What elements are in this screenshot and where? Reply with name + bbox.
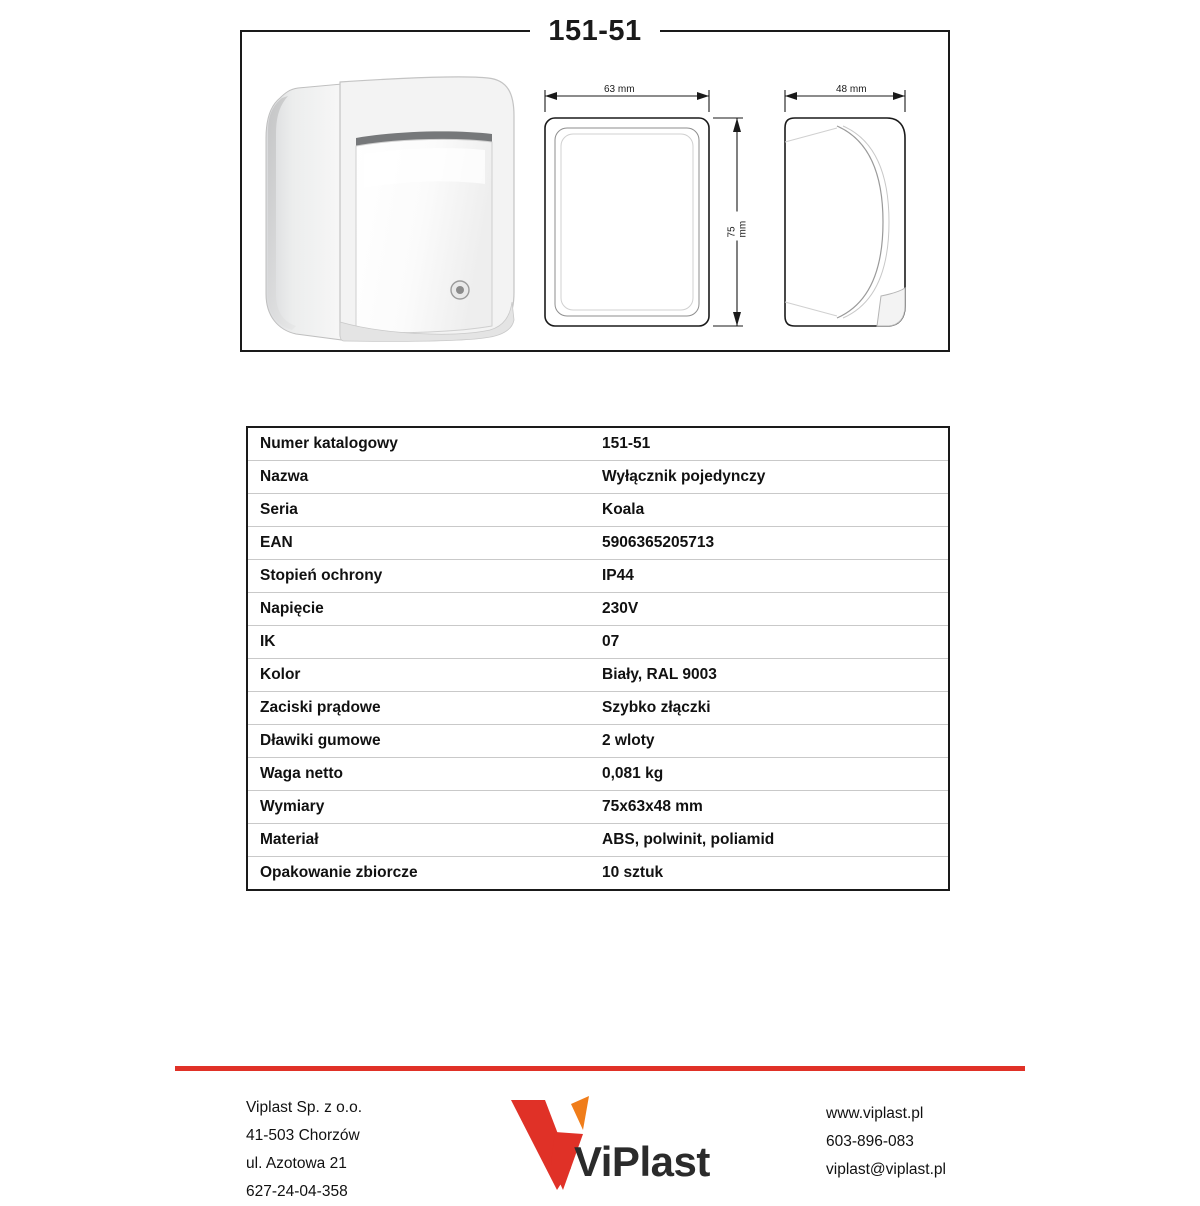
contact-info — [826, 1100, 946, 1184]
company-tax-id: 627-24-04-358 — [246, 1183, 348, 1200]
specification-table-body — [247, 427, 949, 890]
front-view-drawing — [537, 82, 752, 342]
spec-key: Zaciski prądowe — [247, 692, 590, 725]
spec-value: 75x63x48 mm — [590, 791, 949, 824]
table-row — [247, 692, 949, 725]
product-drawing-panel — [240, 30, 950, 352]
spec-value: 230V — [590, 593, 949, 626]
email-link[interactable]: viplast@viplast.pl — [826, 1161, 946, 1178]
spec-value: 10 sztuk — [602, 864, 664, 881]
spec-key: Waga netto — [247, 758, 590, 791]
width-dimension-label: 63 mm — [601, 84, 638, 95]
website-link[interactable]: www.viplast.pl — [826, 1105, 924, 1122]
spec-value: 151-51 — [590, 427, 949, 461]
company-address — [246, 1094, 362, 1206]
spec-value: Szybko złączki — [590, 692, 949, 725]
table-row — [247, 725, 949, 758]
spec-key: Seria — [247, 494, 590, 527]
table-row — [247, 461, 949, 494]
table-row — [247, 593, 949, 626]
table-row — [247, 527, 949, 560]
side-view-drawing — [777, 82, 942, 342]
table-row — [247, 791, 949, 824]
table-row — [247, 824, 949, 857]
specification-table — [246, 426, 950, 891]
spec-key: Kolor — [247, 659, 590, 692]
spec-value: IP44 — [590, 560, 949, 593]
spec-key: IK — [247, 626, 590, 659]
height-dimension-label: 75 mm — [727, 212, 749, 241]
spec-value: Koala — [590, 494, 949, 527]
spec-value: 07 — [590, 626, 949, 659]
footer — [0, 1082, 1200, 1200]
company-city: 41-503 Chorzów — [246, 1127, 360, 1144]
spec-value: Wyłącznik pojedynczy — [590, 461, 949, 494]
spec-value: Biały, RAL 9003 — [590, 659, 949, 692]
product-photo — [252, 54, 532, 344]
spec-value: 2 wloty — [590, 725, 949, 758]
page-title: 151-51 — [530, 14, 659, 48]
table-row — [247, 659, 949, 692]
spec-value: 0,081 kg — [590, 758, 949, 791]
phone-number[interactable]: 603-896-083 — [826, 1133, 914, 1150]
spec-key: Stopień ochrony — [247, 560, 590, 593]
spec-value: 5906365205713 — [590, 527, 949, 560]
table-row — [247, 857, 949, 891]
table-row — [247, 626, 949, 659]
company-name: Viplast Sp. z o.o. — [246, 1099, 363, 1116]
table-row — [247, 560, 949, 593]
spec-value: ABS, polwinit, poliamid — [590, 824, 949, 857]
footer-divider — [175, 1066, 1025, 1071]
spec-key: Opakowanie zbiorcze — [260, 864, 418, 881]
company-street: ul. Azotowa 21 — [246, 1155, 347, 1172]
spec-key: Wymiary — [247, 791, 590, 824]
logo-wordmark: ViPlast — [574, 1138, 710, 1185]
table-row — [247, 494, 949, 527]
viplast-logo — [497, 1090, 727, 1198]
table-row — [247, 427, 949, 461]
spec-key: Napięcie — [247, 593, 590, 626]
spec-key: Nazwa — [247, 461, 590, 494]
spec-key: Dławiki gumowe — [247, 725, 590, 758]
table-row — [247, 758, 949, 791]
depth-dimension-label: 48 mm — [833, 84, 870, 95]
spec-key: Numer katalogowy — [247, 427, 590, 461]
spec-key: EAN — [247, 527, 590, 560]
spec-key: Materiał — [247, 824, 590, 857]
